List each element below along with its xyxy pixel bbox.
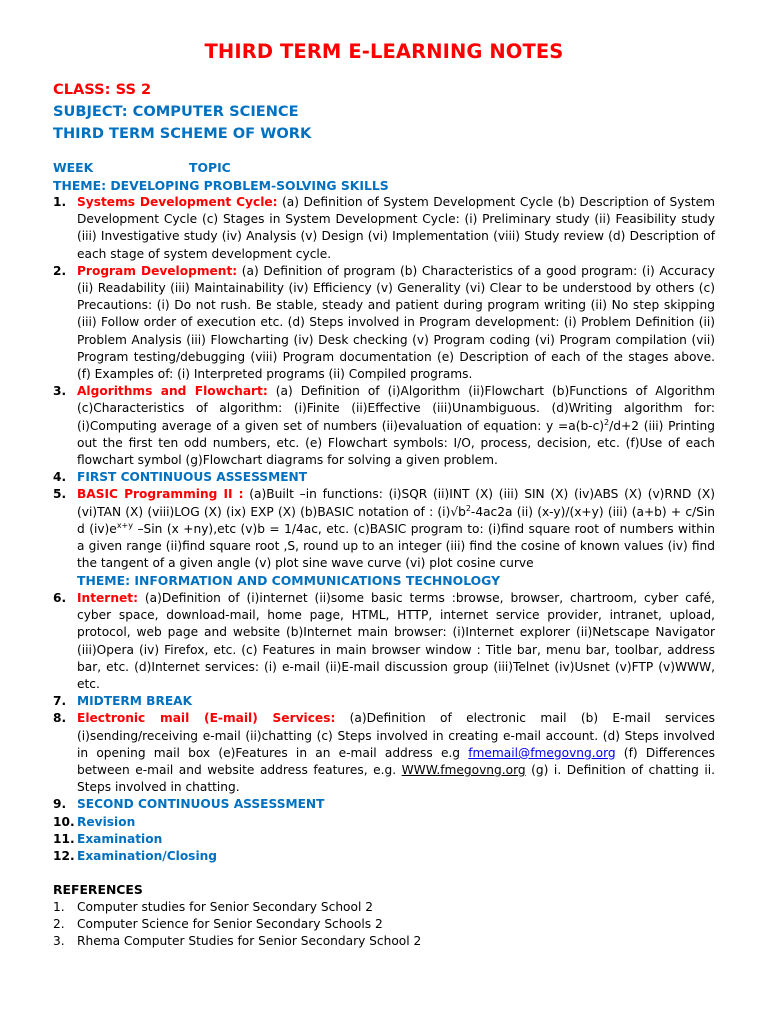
item-label: Revision (77, 814, 136, 829)
theme-heading-1: THEME: DEVELOPING PROBLEM-SOLVING SKILLS (53, 177, 389, 193)
superscript: x+y (116, 520, 133, 530)
item-label: Electronic mail (E-mail) Services: (77, 711, 336, 726)
scheme-list (53, 194, 715, 572)
week-topic-header (53, 159, 715, 177)
list-item (53, 814, 715, 831)
reference-number: 3. (53, 934, 65, 949)
item-label: SECOND CONTINUOUS ASSESSMENT (77, 797, 325, 812)
reference-text: Rhema Computer Studies for Senior Secondary School 2 (77, 934, 422, 949)
item-label: MIDTERM BREAK (77, 694, 193, 709)
item-text: (a)Definition of (i)internet (ii)some basic terms :browse, browser, chartroom, cyber café, cyber space, download-mail, home page, HTML, HTTP, internet service provider, intranet, upload, protocol, web page and website (b)Internet main browser: (i)Internet explorer (ii)Netscape Navigator (iii)Opera (iv) Firefox, etc. (c) Features in main browser window : Title bar, menu bar, toolbar, address bar, etc. (d)Internet services: (i) e-mail (ii)E-mail discussion group (iii)Telnet (iv)Usnet (v)FTP (v)WWW, etc. (77, 590, 715, 691)
item-label: Examination (77, 831, 163, 846)
item-text: (a) Definition of System Development Cycle (b) Description of System Development Cycle (c) Stages in System Development Cycle: (i) Preliminary study (ii) Feasibility study (iii) Investigative study (iv) Analysis (v) Design (vi) Implementation (viii) Study review (d) Description of each stage of system development cycle. (77, 195, 715, 261)
topic-header: TOPIC (189, 160, 231, 175)
theme-heading-2: THEME: INFORMATION AND COMMUNICATIONS TECHNOLOGY (77, 573, 501, 589)
list-item (53, 194, 715, 263)
item-text: (a) Definition of program (b) Characteristics of a good program: (i) Accuracy (ii) Readability (iii) Maintainability (iv) Efficiency (v) Generality (vi) Clear to be understood by others (c) Precautions: (i) Do not rush. Be stable, steady and patient during program writing (ii) No step skipping (iii) Follow order of execution etc. (d) Steps involved in Program development: (i) Problem Definition (ii) Problem Analysis (iii) Flowcharting (iv) Desk checking (v) Program coding (vi) Program compilation (vii) Program testing/debugging (viii) Program documentation (e) Description of each of the stages above. (f) Examples of: (i) Interpreted programs (ii) Compiled programs. (77, 263, 715, 382)
item-number: 9. (53, 797, 67, 812)
item-number: 2. (53, 263, 67, 278)
website-link[interactable]: WWW.fmegovng.org (401, 763, 526, 777)
reference-number: 1. (53, 899, 65, 914)
list-item (53, 710, 715, 796)
reference-text: Computer studies for Senior Secondary School 2 (77, 899, 373, 914)
item-number: 6. (53, 590, 67, 605)
list-item (53, 469, 715, 486)
reference-item (53, 899, 715, 916)
references-heading: REFERENCES (53, 882, 143, 898)
item-label: FIRST CONTINUOUS ASSESSMENT (77, 470, 308, 485)
list-item (53, 263, 715, 383)
email-link[interactable]: fmemail@fmegovng.org (468, 745, 616, 760)
subject-label: SUBJECT: COMPUTER SCIENCE (53, 103, 299, 120)
item-label: Examination/Closing (77, 849, 218, 864)
item-text: (a)Definition of electronic mail (b) E-mail services (i)sending/receiving e-mail (ii)chatting (c) Steps involved in creating e-mail account. (d) Steps involved in opening mail box (e)Features in an e-mail address e.g (77, 711, 715, 760)
reference-item (53, 916, 715, 933)
reference-text: Computer Science for Senior Secondary Schools 2 (77, 916, 383, 931)
list-item (53, 590, 715, 693)
list-item (53, 796, 715, 813)
references-list (53, 899, 715, 951)
item-label: Algorithms and Flowchart: (77, 384, 268, 399)
item-label: Systems Development Cycle: (77, 195, 278, 209)
list-item (53, 848, 715, 865)
document-title: THIRD TERM E-LEARNING NOTES (204, 40, 564, 63)
superscript: 2 (465, 503, 471, 513)
scheme-label: THIRD TERM SCHEME OF WORK (53, 125, 312, 142)
item-number: 10. (53, 814, 75, 829)
item-label: Internet: (77, 590, 138, 605)
superscript: 2 (604, 417, 610, 427)
item-text: -4ac2a (ii) (x-y)/(x+y) (iii) (a+b) + c/Sin d (iv)e (77, 504, 715, 536)
list-item (53, 383, 715, 469)
list-item (53, 831, 715, 848)
item-label: BASIC Programming II : (77, 487, 244, 502)
item-text: (a)Built –in functions: (i)SQR (ii)INT (X) (iii) SIN (X) (iv)ABS (X) (v)RND (X) (vi)TAN (X) (viii)LOG (X) (ix) EXP (X) (b)BASIC notation of : (i)√b (77, 487, 716, 519)
class-label: CLASS: SS 2 (53, 81, 152, 98)
item-number: 4. (53, 470, 67, 485)
list-item (53, 486, 715, 572)
item-number: 7. (53, 694, 67, 709)
reference-number: 2. (53, 916, 65, 931)
item-label: Program Development: (77, 263, 238, 278)
references-section (53, 881, 715, 950)
item-number: 5. (53, 487, 67, 502)
item-number: 1. (53, 195, 67, 209)
week-header: WEEK (53, 160, 94, 175)
item-number: 11. (53, 831, 75, 846)
scheme-list-continued (53, 590, 715, 865)
item-text: (g) i. Definition of chatting ii. Steps involved in chatting. (77, 763, 715, 795)
item-text: /d+2 (iii) Printing out the first ten odd numbers, etc. (e) Flowchart symbols: I/O, process, decision, etc. (f)Use of each flowchart symbol (g)Flowchart diagrams for solving a given problem. (77, 418, 716, 468)
item-number: 8. (53, 711, 67, 726)
reference-item (53, 933, 715, 950)
item-text: (a) Definition of (i)Algorithm (ii)Flowchart (b)Functions of Algorithm (c)Characteristics of algorithm: (i)Finite (ii)Effective (iii)Unambiguous. (d)Writing algorithm for: (i)Computing average of a given set of numbers (ii)evaluation of equation: y =a(b-c) (77, 384, 715, 433)
item-text: (f) Differences between e-mail and website address features, e.g. (77, 745, 715, 777)
list-item (53, 693, 715, 710)
item-text: –Sin (x +ny),etc (v)b = 1/4ac, etc. (c)BASIC program to: (i)find square root of numbers within a given range (ii)find square root ,S, round up to an integer (iii) find the cosine of known values (iv) find the tangent of a given angle (v) plot sine wave curve (vi) plot cosine curve (77, 521, 715, 571)
item-number: 3. (53, 384, 67, 399)
item-number: 12. (53, 849, 75, 864)
